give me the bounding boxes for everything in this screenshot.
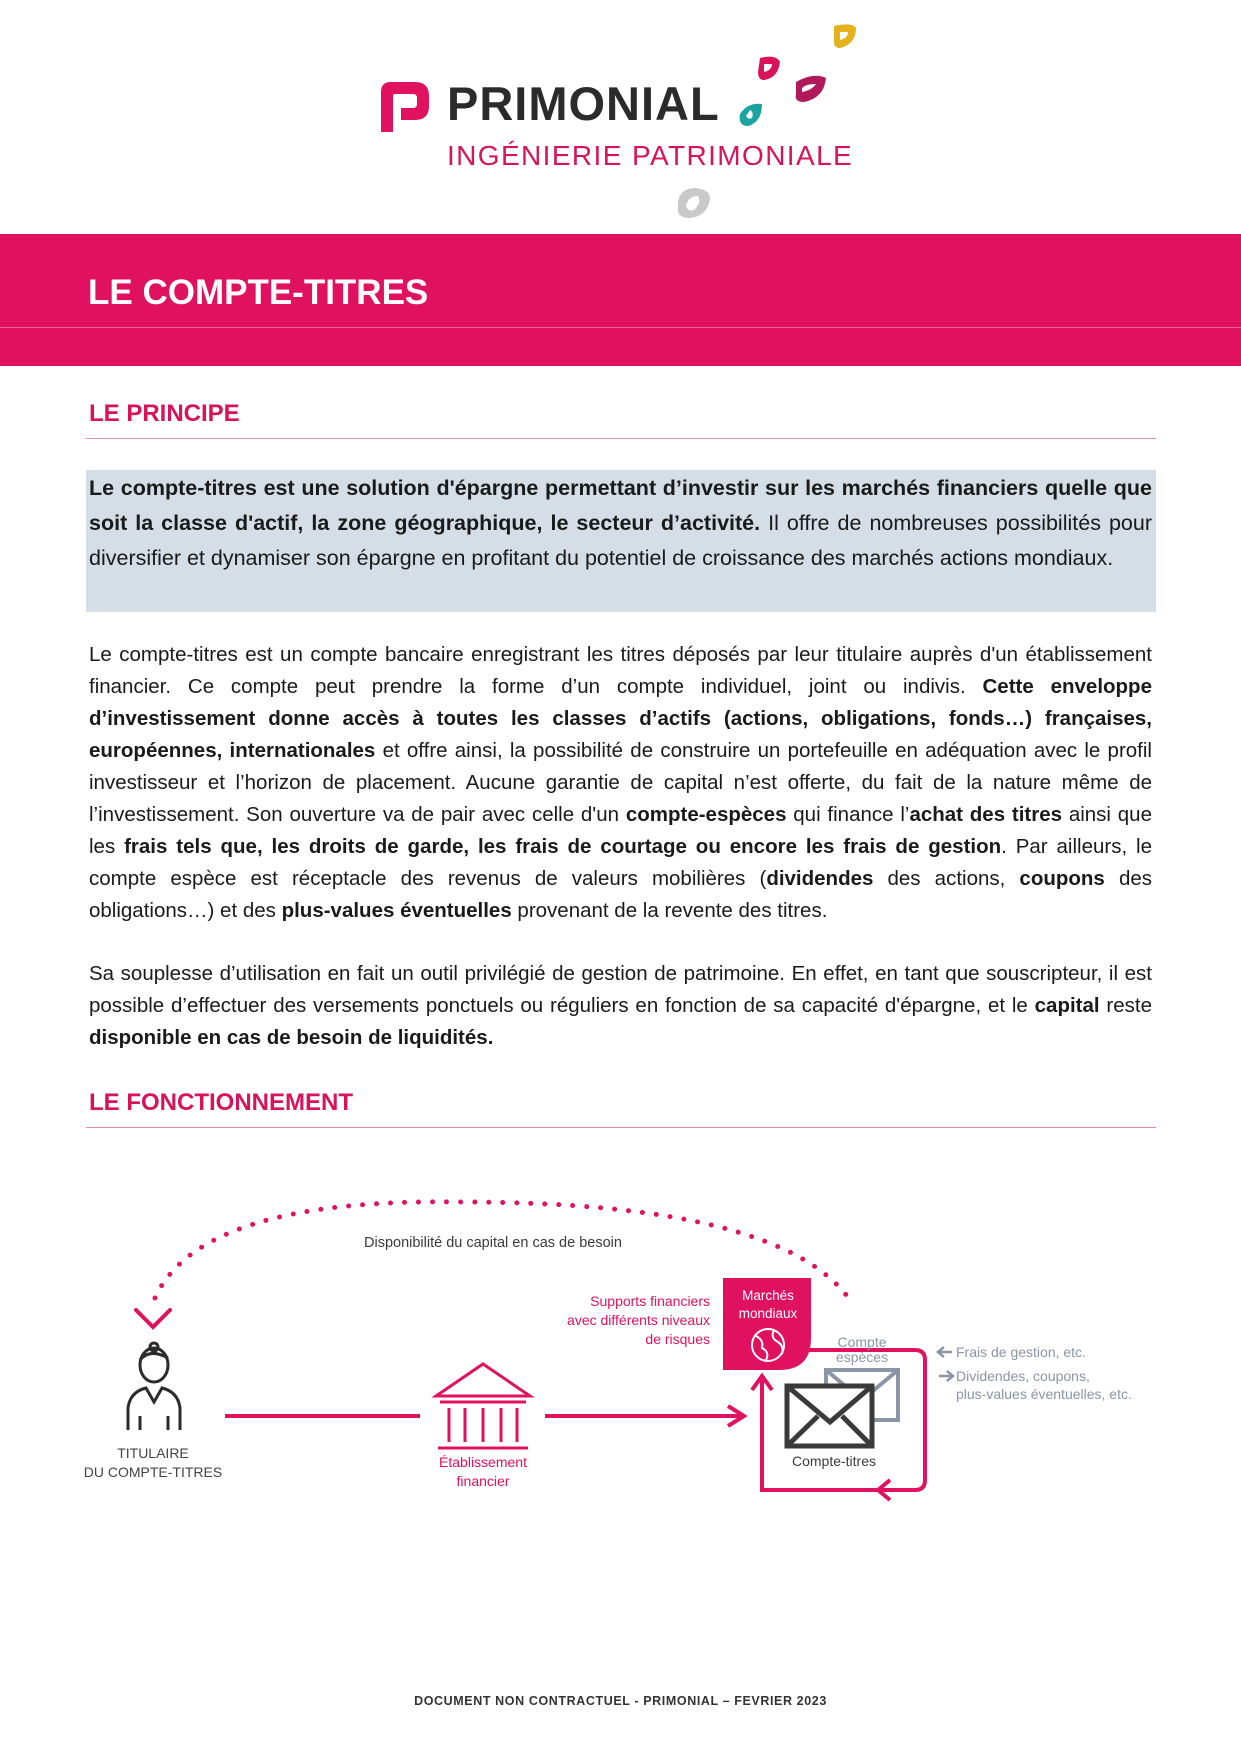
frais-label: Frais de gestion, etc. (956, 1344, 1086, 1360)
bold-run: frais tels que, les droits de garde, les frais de courtage ou encore les frais de gestion (124, 835, 1002, 858)
grey-leaf-icon (672, 184, 716, 222)
arc-arrowhead-icon (136, 1310, 170, 1327)
supports-label-1: Supports financiers (590, 1293, 710, 1309)
text-run: provenant de la revente des titres. (511, 899, 828, 922)
primonial-logo-icon (375, 78, 433, 136)
intro-paragraph (89, 471, 1152, 576)
bold-run: disponible en cas de besoin de liquidités. (89, 1026, 494, 1049)
bold-run: Cette enveloppe d’investissement donne accès à toutes les classes d’actifs (actions, obligations, fonds…) françaises, européennes, internationales (89, 675, 1152, 762)
bank-icon (436, 1364, 530, 1448)
bold-run: coupons (1019, 867, 1105, 890)
marches-label-1: Marchés (742, 1288, 794, 1303)
titulaire-label-2: DU COMPTE-TITRES (83, 1464, 223, 1480)
paragraph-souplesse (89, 958, 1152, 1054)
bold-run: plus-values éventuelles (281, 899, 512, 922)
section-rule (86, 1127, 1156, 1128)
compte-titres-label: Compte-titres (791, 1453, 877, 1469)
bold-run: capital (1034, 994, 1100, 1017)
bold-run: achat des titres (909, 803, 1063, 826)
paragraph-description (89, 639, 1152, 927)
supports-label-2: avec différents niveaux (567, 1312, 710, 1328)
fonctionnement-diagram (0, 1180, 1241, 1510)
person-icon (128, 1343, 180, 1430)
titulaire-label-1: TITULAIRE (117, 1445, 189, 1461)
compte-titres-envelope-icon (787, 1386, 872, 1446)
intro-bold-text: Le compte-titres est une solution d'épargne permettant d’investir sur les marchés financiers quelle que soit la classe d'actif, la zone géographique, le secteur d’activité. (89, 476, 1152, 535)
text-run: . Par ailleurs, le compte espèce est réceptacle des revenus de valeurs mobilières ( (89, 835, 1152, 890)
decorative-leaves-icon (730, 18, 870, 228)
section-heading-principe: LE PRINCIPE (89, 400, 240, 427)
dividendes-label-2: plus-values éventuelles, etc. (956, 1386, 1132, 1402)
right-arrow-icon (939, 1371, 953, 1381)
text-run: Sa souplesse d’utilisation en fait un outil privilégié de gestion de patrimoine. En effet, en tant que souscripteur, il est possible d’effectuer des versements ponctuels ou réguliers en fonction de sa capacité d'épargne, et le (89, 962, 1152, 1017)
text-run: Le compte-titres est un compte bancaire enregistrant les titres déposés par leur titulaire auprès d'un établissement financier. Ce compte peut prendre la forme d’un compte individuel, joint ou indivis. (89, 643, 1152, 698)
text-run: qui finance l’ (786, 803, 910, 826)
supports-label-3: de risques (645, 1331, 710, 1347)
intro-text: Il offre de nombreuses possibilités pour diversifier et dynamiser son épargne en profitant du potentiel de croissance des marchés actions mondiaux. (89, 511, 1152, 570)
marches-label-2: mondiaux (738, 1306, 798, 1321)
text-run: reste (1099, 994, 1152, 1017)
page-title: LE COMPTE-TITRES (88, 273, 429, 312)
text-run: ainsi que les (89, 803, 1152, 858)
brand-name: PRIMONIAL (447, 77, 720, 130)
brand-subtitle: INGÉNIERIE PATRIMONIALE (447, 140, 854, 171)
etablissement-label-1: Établissement (439, 1454, 527, 1470)
section-rule (86, 438, 1156, 439)
banner-divider (0, 327, 1241, 328)
text-run: et offre ainsi, la possibilité de construire un portefeuille en adéquation avec le profil investisseur et l’horizon de placement. Aucune garantie de capital n’est offerte, du fait de la nature même de l’investissement. Son ouverture va de pair avec celle d'un (89, 739, 1152, 826)
especes-label-2: espèces (835, 1349, 889, 1365)
dividendes-label-1: Dividendes, coupons, (956, 1368, 1090, 1384)
etablissement-label-2: financier (456, 1473, 510, 1489)
footer-note: DOCUMENT NON CONTRACTUEL - PRIMONIAL – FEVRIER 2023 (414, 1694, 827, 1708)
arc-label: Disponibilité du capital en cas de besoin (364, 1235, 622, 1251)
especes-label-1: Compte (837, 1334, 887, 1350)
section-heading-fonctionnement: LE FONCTIONNEMENT (89, 1089, 353, 1116)
left-arrow-icon (938, 1347, 952, 1357)
bold-run: dividendes (766, 867, 874, 890)
text-run: des actions, (873, 867, 1020, 890)
text-run: des obligations…) et des (89, 867, 1152, 922)
bold-run: compte-espèces (625, 803, 787, 826)
